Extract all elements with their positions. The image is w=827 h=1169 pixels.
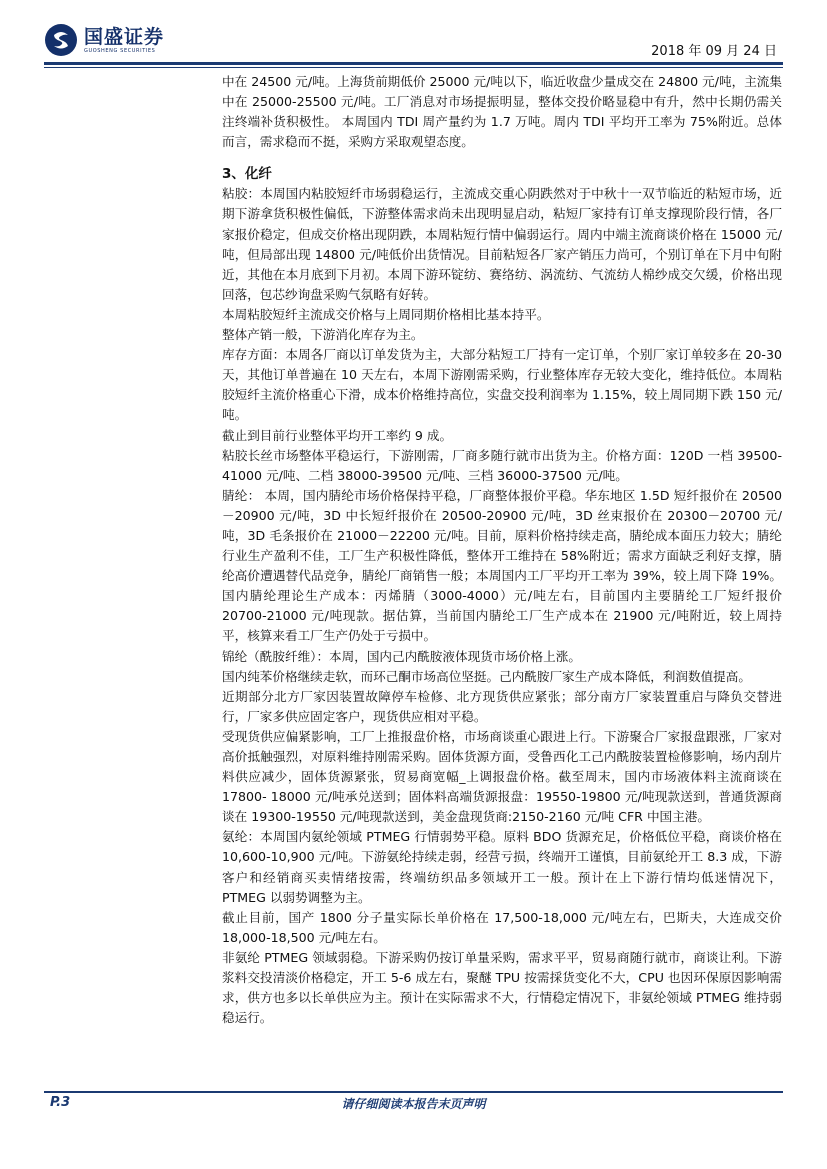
footer-disclaimer: 请仔细阅读本报告末页声明 bbox=[341, 1097, 486, 1111]
logo-english-name: GUOSHENG SECURITIES bbox=[84, 47, 156, 54]
header-rule bbox=[44, 62, 783, 65]
page-number: P.3 bbox=[50, 1095, 71, 1110]
paragraph: 本周粘胶短纤主流成交价格与上周同期价格相比基本持平。 bbox=[222, 306, 550, 322]
paragraph: 国内纯苯价格继续走软，而环己酮市场高位坚挺。己内酰胺厂家生产成本降低，利润数值提高。 bbox=[222, 668, 751, 684]
section-title: 3、化纤 bbox=[222, 166, 272, 183]
paragraph: 腈纶： 本周，国内腈纶市场价格保持平稳，厂商整体报价平稳。华东地区 1.5D 短纤报价在 20500－20900 元/吨，3D 中长短纤报价在 20500-20900 元/吨，3D 丝束报价在 20300－20700 元/吨，3D 毛条报价在 21000－22200 元/吨。目前，原料价格持续走高，腈纶成本面压力较大；腈纶行业生产盈利不佳，工厂生产积极性降低，整体开工维持在 58%附近；需求方面缺乏利好支撑，腈纶高价遭遇替代品竞争，腈纶厂商销售一般；本周国内工厂平均开工率为 39%，较上周下降 19%。国内腈纶理论生产成本：丙烯腈（3000-4000）元/吨左右，目前国内主要腈纶工厂短纤报价 20700-21000 元/吨现款。据估算，当前国内腈纶工厂生产成本在 21900 元/吨附近，较上周持平，核算来看工厂生产仍处于亏损中。 bbox=[222, 487, 782, 644]
footer-rule bbox=[44, 1091, 783, 1093]
header-rule-thin bbox=[44, 67, 783, 68]
company-logo bbox=[44, 22, 164, 58]
page-header bbox=[0, 0, 827, 70]
report-body bbox=[222, 72, 782, 1028]
paragraph: 截止目前，国产 1800 分子量实际长单价格在 17,500-18,000 元/吨左右，巴斯夫，大连成交价 18,000-18,500 元/吨左右。 bbox=[222, 909, 782, 945]
paragraph: 库存方面：本周各厂商以订单发货为主，大部分粘短工厂持有一定订单，个别厂家订单较多在 20-30 天，其他订单普遍在 10 天左右，本周下游刚需采购，行业整体库存无较大变化，维持低位。本周粘胶短纤主流价格重心下滑，成本价格维持高位，实盘交投利润率为 1.15%，较上周同期下跌 150 元/吨。 bbox=[222, 347, 782, 423]
report-date: 2018 年 09 月 24 日 bbox=[651, 44, 777, 59]
paragraph: 粘胶长丝市场整体平稳运行，下游刚需，厂商多随行就市出货为主。价格方面：120D 一档 39500-41000 元/吨、二档 38000-39500 元/吨、三档 36000-37500 元/吨。 bbox=[222, 447, 782, 483]
paragraph: 整体产销一般，下游消化库存为主。 bbox=[222, 327, 424, 343]
intro-paragraph: 中在 24500 元/吨。上海货前期低价 25000 元/吨以下，临近收盘少量成交在 24800 元/吨，主流集中在 25000-25500 元/吨。工厂消息对市场提振明显，整体交投价略显稳中有升，然中长期仍需关注终端补货积极性。 本周国内 TDI 周产量约为 1.7 万吨。周内 TDI 平均开工率为 75%附近。总体而言，需求稳而不挺，采购方采取观望态度。 bbox=[222, 74, 782, 150]
paragraph: 氨纶：本周国内氨纶领域 PTMEG 行情弱势平稳。原料 BDO 货源充足，价格低位平稳，商谈价格在 10,600-10,900 元/吨。下游氨纶持续走弱，经营亏损，终端开工谨慎，目前氨纶开工 8.3 成，下游客户和经销商买卖情绪按需，终端纺织品多领域开工一般。预计在上下游行情均低迷情况下，PTMEG 以弱势调整为主。 bbox=[222, 829, 782, 905]
paragraph: 锦纶（酰胺纤维）：本周，国内己内酰胺液体现货市场价格上涨。 bbox=[222, 648, 581, 664]
paragraph: 受现货供应偏紧影响，工厂上推报盘价格，市场商谈重心跟进上行。下游聚合厂家报盘跟涨，厂家对高价抵触强烈，对原料维持刚需采购。固体货源方面，受鲁西化工己内酰胺装置检修影响，场内刮片料供应减少，固体货源紧张，贸易商宽幅_上调报盘价格。截至周末，国内市场液体料主流商谈在 17800- 18000 元/吨承兑送到；固体料高端货源报盘：19550-19800 元/吨现款送到，普通货源商谈在 19300-19550 元/吨现款送到，美金盘现货商:2150-2160 元/吨 CFR 中国主港。 bbox=[222, 728, 782, 825]
paragraph: 非氨纶 PTMEG 领域弱稳。下游采购仍按订单量采购，需求平平，贸易商随行就市，商谈让利。下游浆料交投清淡价格稳定，开工 5-6 成左右，聚醚 TPU 按需採货变化不大，CPU 也因环保原因影响需求，供方也多以长单供应为主。预计在实际需求不大，行情稳定情况下，非氨纶领域 PTMEG 维持弱稳运行。 bbox=[222, 949, 782, 1026]
paragraph: 近期部分北方厂家因装置故障停车检修、北方现货供应紧张；部分南方厂家装置重启与降负交替进行，厂家多供应固定客户，现货供应相对平稳。 bbox=[222, 688, 782, 724]
paragraph: 粘胶：本周国内粘胶短纤市场弱稳运行，主流成交重心阴跌然对于中秋十一双节临近的粘短市场，近期下游拿货积极性偏低，下游整体需求尚未出现明显启动，粘短厂家持有订单支撑现阶段行情，各厂家报价稳定，但成交价格出现阴跌，本周粘短行情中偏弱运行。周内中端主流商谈价格在 15000 元/吨，但局部出现 14800 元/吨低价出货情况。目前粘短各厂家产销压力尚可，个别订单在下月中旬附近，其他在本月底到下月初。本周下游环锭纺、赛络纺、涡流纺、气流纺人棉纱成交欠缓，价格出现回落，包芯纱询盘采购气氛略有好转。 bbox=[222, 186, 782, 302]
guosheng-logo-icon bbox=[44, 23, 78, 57]
paragraph: 截止到目前行业整体平均开工率约 9 成。 bbox=[222, 427, 453, 443]
logo-chinese-name: 国盛证券 bbox=[84, 25, 165, 48]
